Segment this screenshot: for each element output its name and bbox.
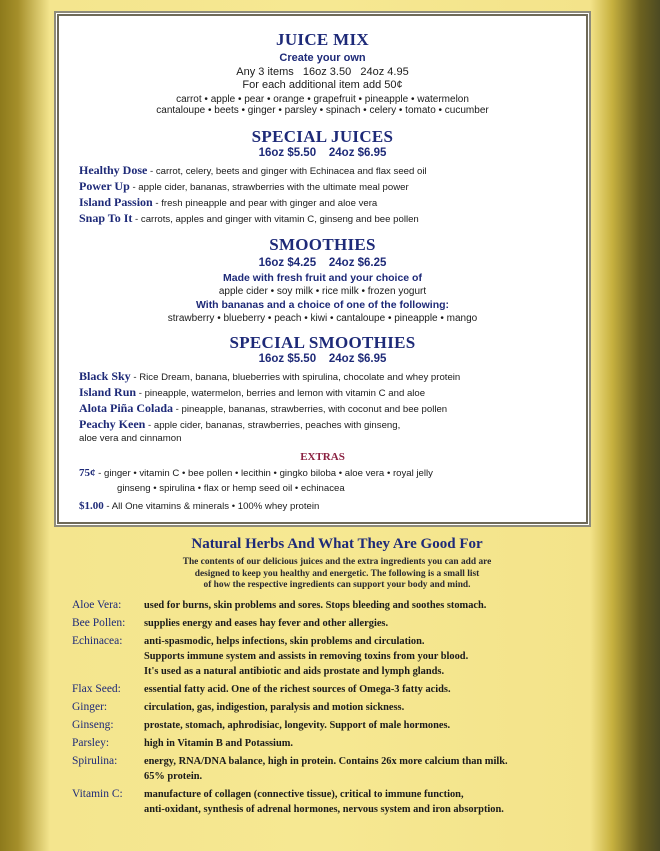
smoothies-with-bananas: With bananas and a choice of one of the following: bbox=[195, 299, 450, 311]
special-juices-prices: 16oz $5.50 24oz $6.95 bbox=[258, 147, 387, 159]
list-item: Healthy Dose - carrot, celery, beets and ginger with Echinacea and flax seed oil bbox=[79, 163, 427, 177]
list-item: Spirulina: energy, RNA/DNA balance, high in protein. Contains 26x more calcium than milk. 65% protein. bbox=[72, 754, 508, 782]
extras-title: EXTRAS bbox=[300, 451, 345, 463]
juice-mix-section bbox=[59, 30, 586, 116]
smoothies-bases: apple cider • soy milk • rice milk • frozen yogurt bbox=[218, 286, 427, 297]
special-smoothies-prices: 16oz $5.50 24oz $6.95 bbox=[258, 353, 387, 365]
special-smoothies-title: SPECIAL SMOOTHIES bbox=[229, 333, 416, 352]
list-item: Aloe Vera: used for burns, skin problems and sores. Stops bleeding and soothes stomach. bbox=[72, 598, 487, 611]
juice-mix-items-line2: cantaloupe • beets • ginger • parsley • spinach • celery • tomato • cucumber bbox=[156, 105, 489, 116]
smoothies-made-with: Made with fresh fruit and your choice of bbox=[223, 272, 422, 284]
peachy-keen-continued: aloe vera and cinnamon bbox=[79, 433, 182, 444]
extras-line1: 75¢ - ginger • vitamin C • bee pollen • lecithin • gingko biloba • aloe vera • royal jelly bbox=[79, 467, 433, 479]
herbs-list bbox=[72, 598, 602, 817]
juice-mix-pricing: Any 3 items 16oz 3.50 24oz 4.95 bbox=[236, 66, 409, 78]
special-juices-list bbox=[59, 163, 586, 227]
extras-section bbox=[59, 451, 586, 514]
list-item: Parsley: high in Vitamin B and Potassium. bbox=[72, 736, 293, 749]
smoothies-prices: 16oz $4.25 24oz $6.25 bbox=[258, 257, 387, 269]
list-item: Black Sky - Rice Dream, banana, blueberries with spirulina, chocolate and whey protein bbox=[79, 369, 461, 383]
list-item: Vitamin C: manufacture of collagen (connective tissue), critical to immune function, anti-oxidant, synthesis of adrenal hormones, nervous system and iron absorption. bbox=[72, 787, 504, 815]
list-item: Island Run - pineapple, watermelon, berries and lemon with vitamin C and aloe bbox=[79, 385, 426, 399]
special-smoothies-section bbox=[59, 333, 586, 445]
list-item: Alota Piña Colada - pineapple, bananas, strawberries, with coconut and bee pollen bbox=[79, 401, 448, 415]
herbs-intro: The contents of our delicious juices and the extra ingredients you can add are designed to keep you healthy and energetic. The following is a small list of how the respective ingredients can support your body and mind. bbox=[182, 557, 492, 590]
list-item: Echinacea: anti-spasmodic, helps infections, skin problems and circulation. Supports immune system and assists in removing toxins from your blood. It's used as a natural antibiotic and aids prostate and lymph glands. bbox=[72, 634, 469, 677]
extras-line2: $1.00 - All One vitamins & minerals • 100% whey protein bbox=[79, 500, 320, 512]
list-item: Power Up - apple cider, bananas, strawberries with the ultimate meal power bbox=[79, 179, 409, 193]
special-smoothies-list bbox=[59, 369, 586, 445]
herbs-title: Natural Herbs And What They Are Good For bbox=[191, 536, 483, 552]
list-item: Peachy Keen - apple cider, bananas, strawberries, peaches with ginseng, bbox=[79, 417, 401, 431]
list-item: Ginger: circulation, gas, indigestion, paralysis and motion sickness. bbox=[72, 700, 405, 713]
list-item: Bee Pollen: supplies energy and eases hay fever and other allergies. bbox=[72, 616, 389, 629]
juice-mix-subtitle: Create your own bbox=[279, 52, 366, 64]
smoothies-fruits: strawberry • blueberry • peach • kiwi • cantaloupe • pineapple • mango bbox=[167, 313, 478, 324]
juice-mix-title: JUICE MIX bbox=[276, 30, 369, 49]
drinks-menu-panel bbox=[57, 14, 588, 524]
list-item: Flax Seed: essential fatty acid. One of the richest sources of Omega-3 fatty acids. bbox=[72, 682, 451, 695]
extras-line1-continued: ginseng • spirulina • flax or hemp seed oil • echinacea bbox=[117, 483, 345, 494]
smoothies-section bbox=[59, 235, 586, 324]
list-item: Ginseng: prostate, stomach, aphrodisiac, longevity. Support of male hormones. bbox=[72, 718, 451, 731]
special-juices-section bbox=[59, 127, 586, 227]
juice-mix-items-line1: carrot • apple • pear • orange • grapefruit • pineapple • watermelon bbox=[176, 94, 469, 105]
smoothies-title: SMOOTHIES bbox=[269, 235, 376, 254]
list-item: Island Passion - fresh pineapple and pear with ginger and aloe vera bbox=[79, 195, 378, 209]
herbs-section bbox=[72, 536, 602, 817]
list-item: Snap To It - carrots, apples and ginger with vitamin C, ginseng and bee pollen bbox=[79, 211, 419, 225]
juice-mix-additional: For each additional item add 50¢ bbox=[242, 79, 403, 91]
special-juices-title: SPECIAL JUICES bbox=[251, 127, 394, 146]
